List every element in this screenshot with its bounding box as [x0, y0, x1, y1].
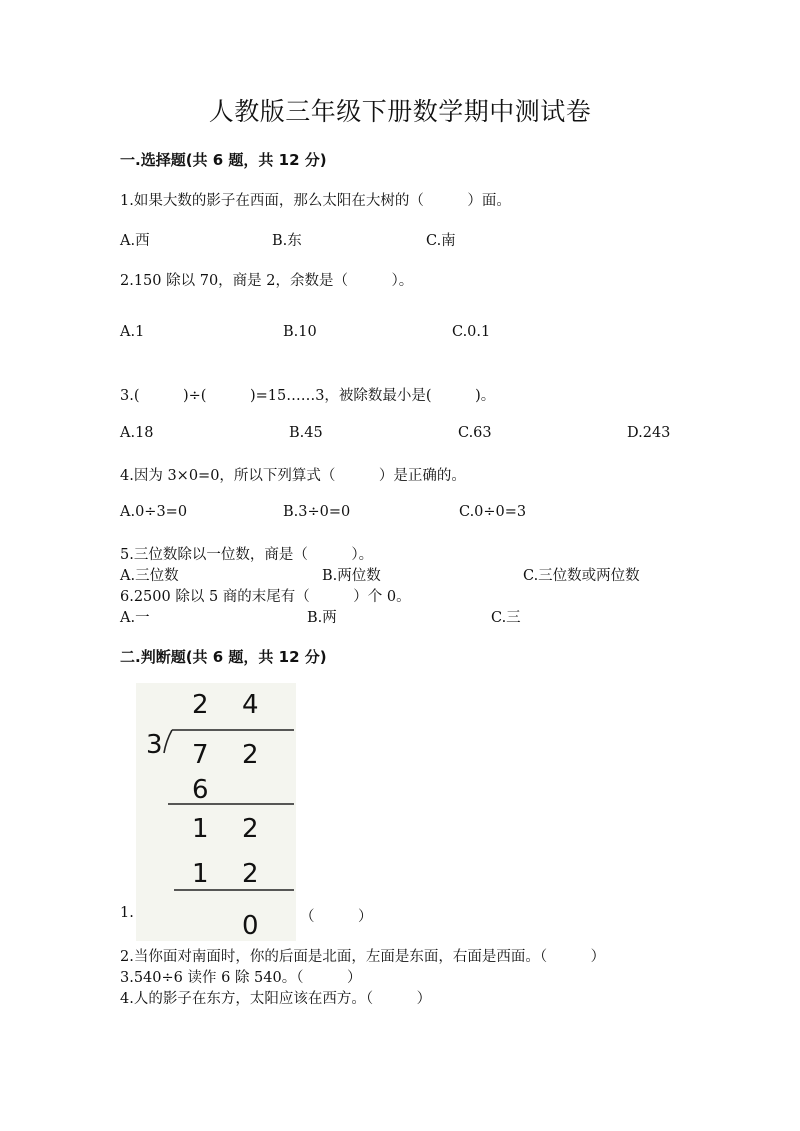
- q1-option-c: C.南: [426, 233, 456, 249]
- q5-option-b: B.两位数: [322, 568, 381, 584]
- dividend-digit-2: 2: [242, 740, 259, 770]
- step-3-digit-2: 2: [242, 859, 259, 889]
- step-1-digit: 6: [192, 775, 209, 805]
- q2-option-c: C.0.1: [452, 324, 491, 340]
- page-title: 人教版三年级下册数学期中测试卷: [208, 97, 592, 126]
- q3-option-a: A.18: [120, 425, 154, 441]
- tf-question-1-number: 1.: [120, 905, 134, 921]
- question-1: 1.如果大数的影子在西面，那么太阳在大树的（ ）面。: [120, 193, 511, 209]
- step-2-digit-1: 1: [192, 814, 209, 844]
- division-bracket: [164, 730, 294, 753]
- quotient-digit-1: 2: [192, 690, 209, 720]
- quotient-digit-2: 4: [242, 690, 259, 720]
- section-1-heading: 一.选择题(共 6 题，共 12 分): [120, 151, 327, 169]
- question-2: 2.150 除以 70，商是 2，余数是（ ）。: [120, 273, 414, 289]
- q4-option-a: A.0÷3=0: [120, 504, 188, 520]
- q1-option-a: A.西: [120, 233, 150, 249]
- question-3: 3.( )÷( )=15……3，被除数最小是( )。: [120, 388, 496, 404]
- q2-option-b: B.10: [283, 324, 317, 340]
- q4-option-c: C.0÷0=3: [459, 504, 527, 520]
- divisor-digit: 3: [146, 730, 163, 760]
- remainder-digit: 0: [242, 911, 259, 941]
- q3-option-b: B.45: [289, 425, 323, 441]
- section-2-heading: 二.判断题(共 6 题，共 12 分): [120, 648, 327, 666]
- q4-option-b: B.3÷0=0: [283, 504, 351, 520]
- step-2-digit-2: 2: [242, 814, 259, 844]
- q5-option-c: C.三位数或两位数: [523, 568, 640, 584]
- question-6: 6.2500 除以 5 商的末尾有（ ）个 0。: [120, 589, 411, 605]
- tf-question-1-answer-blank: （ ）: [300, 909, 373, 925]
- q6-option-a: A.一: [120, 610, 150, 626]
- step-3-digit-1: 1: [192, 859, 209, 889]
- q5-option-a: A.三位数: [120, 568, 179, 584]
- q2-option-a: A.1: [120, 324, 145, 340]
- question-5: 5.三位数除以一位数，商是（ ）。: [120, 547, 374, 563]
- question-4: 4.因为 3×0=0，所以下列算式（ ）是正确的。: [120, 468, 466, 484]
- tf-question-2: 2.当你面对南面时，你的后面是北面，左面是东面，右面是西面。（ ）: [120, 949, 606, 965]
- q6-option-c: C.三: [491, 610, 521, 626]
- long-division-image: [136, 683, 296, 941]
- q1-option-b: B.东: [272, 233, 302, 249]
- q6-option-b: B.两: [307, 610, 337, 626]
- q3-option-d: D.243: [627, 425, 671, 441]
- q3-option-c: C.63: [458, 425, 492, 441]
- dividend-digit-1: 7: [192, 740, 209, 770]
- tf-question-4: 4.人的影子在东方，太阳应该在西方。（ ）: [120, 991, 432, 1007]
- tf-question-3: 3.540÷6 读作 6 除 540。（ ）: [120, 970, 362, 986]
